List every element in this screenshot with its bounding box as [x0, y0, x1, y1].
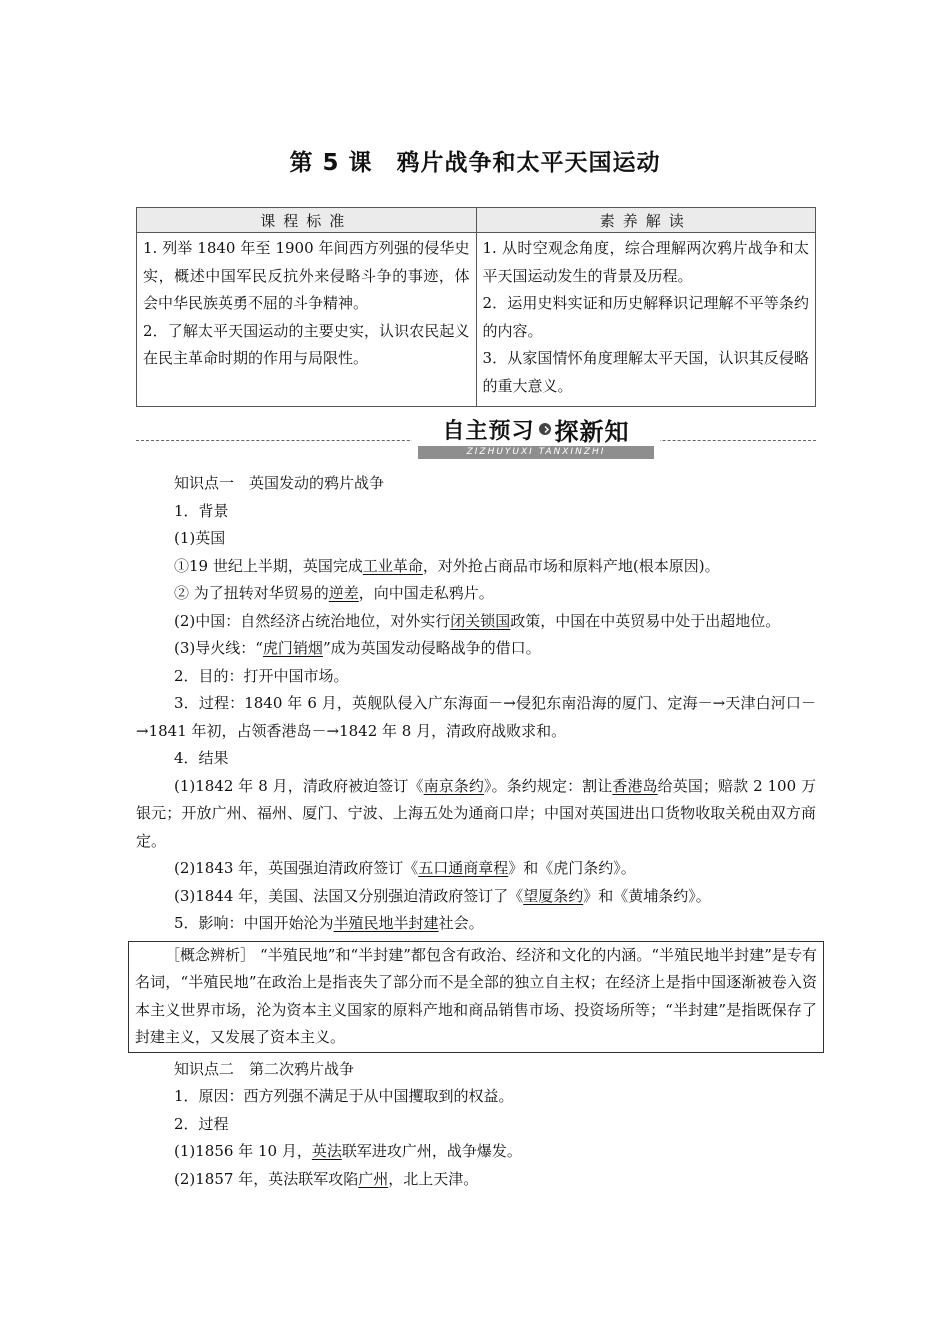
underlined-answer: 闭关锁国	[450, 611, 511, 630]
subheading: 2．目的：打开中国市场。	[174, 666, 349, 685]
underlined-answer: 广州	[358, 1169, 389, 1188]
underlined-answer: 香港岛	[612, 776, 658, 795]
underlined-answer: 逆差	[328, 584, 359, 602]
subheading: 2．过程	[174, 1114, 229, 1133]
subheading: 1．背景	[174, 501, 229, 520]
underlined-answer: 工业革命	[362, 556, 423, 575]
underlined-answer: 半殖民地半封建	[333, 914, 439, 932]
paragraph: ② 为了扭转对华贸易的逆差，向中国走私鸦片。	[174, 584, 494, 602]
header-literacy: 素养解读	[476, 208, 816, 233]
underlined-answer: 英法	[311, 1142, 342, 1160]
knowledge-point-heading: 知识点二 第二次鸦片战争	[174, 1059, 355, 1078]
literacy-item: 2．运用史料实证和历史解释识记理解不平等条约的内容。	[482, 294, 809, 340]
paragraph: (1)1842 年 8 月，清政府被迫签订《南京条约》。条约规定：割让香港岛给英国；赔款 2 100 万银元；开放广州、福州、厦门、宁波、上海五处为通商口岸；中国对英国进出口货物收取关税由双方商定。	[136, 776, 816, 850]
lesson-body	[136, 470, 816, 1193]
literacy-item: 1. 从时空观念角度，综合理解两次鸦片战争和太平天国运动发生的背景及历程。	[482, 239, 809, 285]
paragraph: (2)1857 年，英法联军攻陷广州，北上天津。	[174, 1169, 479, 1188]
header-standards: 课程标准	[137, 208, 477, 233]
underlined-answer: 五口通商章程	[418, 859, 509, 877]
knowledge-point-heading: 知识点一 英国发动的鸦片战争	[174, 474, 385, 492]
paragraph: 1．原因：西方列强不满足于从中国攫取到的权益。	[174, 1087, 514, 1105]
page-title: 第 5 课 鸦片战争和太平天国运动	[289, 150, 661, 176]
paragraph: (1)1856 年 10 月，英法联军进攻广州，战争爆发。	[174, 1142, 522, 1160]
standard-item: 1. 列举 1840 年至 1900 年间西方列强的侵华史实，概述中国军民反抗外来侵略斗争的事迹，体会中华民族英勇不屈的斗争精神。	[143, 239, 470, 312]
paragraph: ①19 世纪上半期，英国完成工业革命，对外抢占商品市场和原料产地(根本原因)。	[174, 556, 720, 575]
concept-text: ［概念辨析］ “半殖民地”和“半封建”都包含有政治、经济和文化的内涵。“半殖民地半封建”是专有名词，“半殖民地”在政治上是指丧失了部分而不是全部的独立自主权；在经济上是指中国逐渐被卷入资本主义世界市场，沦为资本主义国家的原料产地和商品销售市场、投资场所等；“半封建”是指既保存了封建主义，又发展了资本主义。	[135, 945, 817, 1046]
section-banner	[412, 414, 660, 460]
underlined-answer: 南京条约	[423, 776, 484, 795]
curriculum-standards-table	[136, 207, 816, 407]
arrow-bullet-icon	[539, 423, 551, 435]
literacy-cell	[476, 233, 816, 407]
paragraph: (2)中国：自然经济占统治地位，对外实行闭关锁国政策，中国在中英贸易中处于出超地位。	[174, 611, 781, 630]
paragraph: (2)1843 年，英国强迫清政府签订《五口通商章程》和《虎门条约》。	[174, 859, 636, 877]
banner-left-text: 自主预习	[442, 418, 535, 444]
banner-pinyin: ZIZHUYUXI TANXINZHI	[418, 446, 654, 459]
underlined-answer: 望厦条约	[523, 886, 584, 905]
banner-right-text: 探新知	[554, 417, 630, 446]
concept-box	[128, 941, 824, 1053]
paragraph: (3)导火线：“虎门销烟”成为英国发动侵略战争的借口。	[174, 639, 541, 657]
subheading: 4．结果	[174, 749, 229, 767]
paragraph: 3．过程：1840 年 6 月，英舰队侵入广东海面－→侵犯东南沿海的厦门、定海－→天津白河口－→1841 年初，占领香港岛－→1842 年 8 月，清政府战败求和。	[136, 694, 816, 740]
standards-cell	[137, 233, 477, 407]
paragraph: (1)英国	[174, 529, 226, 547]
standard-item: 2．了解太平天国运动的主要史实，认识农民起义在民主革命时期的作用与局限性。	[143, 321, 470, 367]
paragraph: (3)1844 年，美国、法国又分别强迫清政府签订了《望厦条约》和《黄埔条约》。	[174, 886, 711, 905]
paragraph: 5．影响：中国开始沦为半殖民地半封建社会。	[174, 914, 484, 932]
literacy-item: 3．从家国情怀角度理解太平天国，认识其反侵略的重大意义。	[482, 349, 809, 395]
underlined-answer: 虎门销烟	[262, 639, 323, 657]
